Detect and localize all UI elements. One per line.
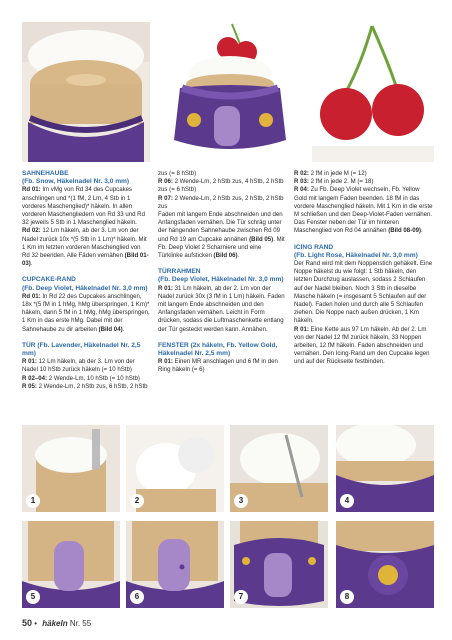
photo-cupcake-door <box>160 22 300 162</box>
step-photo-grid <box>22 425 434 610</box>
page-footer <box>22 618 91 628</box>
cupcake-side-illustration <box>22 22 150 162</box>
step-photo-8 <box>336 521 434 608</box>
icing-body: Der Rand wird mit dem Noppenstich gehäkelt. Eine Noppe häkelst du wie folgt: 1 Stb häkeln, den letzten Durchzug auslassen, sodass 2 Schlaufen auf der Nadel bleiben. Noch 3 Stb in dieselbe Masche häkeln (= insgesamt 5 Schlaufen auf der Nadel). Faden holen und durch alle 5 Schlaufen ziehen. Die Noppe nach außen drücken, 1 Km häkeln. <box>294 260 433 325</box>
fenster-round-04: R 04: Zu Fb. Deep Violet wechseln, Fb. Yellow Gold mit langem Faden beenden. 18 fM in das vordere Maschenglied häkeln. Mit 1 Km in die erste M schließen und den Deep-Violet-Faden vernähen. Das Fenster neben der Tür im hinteren Maschenglied von Rd 04 annähen (Bild 08-09). <box>294 186 433 235</box>
tuer-row-05-cont: zus (= 8 hStb) <box>158 170 197 177</box>
section-title-tuerrahmen: TÜRRAHMEN <box>158 268 201 276</box>
tuer-row-06: R 06: 2 Wende-Lm, 2 hStb zus, 4 hStb, 2 hStb zus (= 6 hStb) <box>158 178 284 194</box>
tuer-row-02-04: R 02–04: 2 Wende-Lm, 10 hStb (= 10 hStb) <box>22 374 140 382</box>
text-column-1 <box>22 170 150 391</box>
step-number: 3 <box>234 494 248 508</box>
tuerrahmen-row-01: R 01: 31 Lm häkeln, ab der 2. Lm von der Nadel zurück 30x (3 fM in 1 Lm) häkeln. Faden mit langem Ende abschneiden und den Anfangsfaden vernähen. Leicht in Form drücken, sodass die Luftmaschenkette entlang der Tür gesteckt werden kann. Annähen. <box>158 284 285 333</box>
step-photo-7 <box>230 521 328 608</box>
sahnehaube-round-02: Rd 02: 12 Lm häkeln, ab der 3. Lm von der Nadel zurück 10x *(5 Stb in 1 Lm)* häkeln. Mit 1 Km im letzten vorderen Maschenglied von Rd 32 beenden. Alle Fäden vernähen (Bild 01-03). <box>22 227 149 268</box>
footer-separator: • <box>32 619 40 628</box>
cherries-illustration <box>312 22 434 162</box>
section-sub-cupcake-rand: (Fb. Deep Violet, Häkelnadel Nr. 3,0 mm) <box>22 284 148 292</box>
text-column-2 <box>158 170 286 375</box>
step-photo-3 <box>230 425 328 512</box>
fenster-round-01: R 01: Einen MR anschlagen und 6 fM in den Ring häkeln (= 6) <box>158 358 278 374</box>
step-photo-5 <box>22 521 120 608</box>
step-number: 8 <box>340 590 354 604</box>
step-photo-1 <box>22 425 120 512</box>
photo-cherries <box>312 22 434 162</box>
section-sub-tuerrahmen: (Fb. Deep Violet, Häkelnadel Nr. 3,0 mm) <box>158 276 284 284</box>
section-title-sahnehaube: SAHNEHAUBE <box>22 170 69 177</box>
cupcake-round-01: Rd 01: In Rd 22 des Cupcakes anschlingen, 18x *(5 fM in 1 hMg, hMg überspringen, 1 Km)* häkeln, dann 5 fM in 1 hMg, hMg überspringen, 1 Km in das erste hMg. Dabei mit der Sahnehaube zu dir arbeiten (Bild 04). <box>22 292 150 333</box>
step-number: 5 <box>26 590 40 604</box>
step-photo-2 <box>126 425 224 512</box>
text-column-3 <box>294 170 434 367</box>
section-sub-icing: (Fb. Light Rose, Häkelnadel Nr. 3,0 mm) <box>294 251 418 259</box>
tuer-row-01: R 01: 12 Lm häkeln, ab der 3. Lm von der Nadel 10 hStb zurück häkeln (= 10 hStb) <box>22 358 135 374</box>
section-sub-sahnehaube: (Fb. Snow, Häkelnadel Nr. 3,0 mm) <box>22 178 130 186</box>
step-photo-4 <box>336 425 434 512</box>
icing-row-01: R 01: Eine Kette aus 97 Lm häkeln. Ab der 2. Lm von der Nadel 12 fM zurück häkeln, 33 Noppen arbeiten, 12 fM häkeln. Faden abschneiden und vernähen. Den Icing-Rand um den Cupcake legen und auf der Rückseite festbinden. <box>294 325 430 366</box>
step-photo-6 <box>126 521 224 608</box>
top-photos <box>22 22 434 162</box>
issue-number: Nr. 55 <box>69 619 92 628</box>
sahnehaube-round-01: Rd 01: Im vMg von Rd 34 des Cupcakes anschlingen und *(1 fM, 2 Lm, 4 Stb in 1 vorderes Maschenglied)* häkeln. In allen vorderen Maschengliedern von Rd 33 und Rd 32 jeweils 5 Stb in 1 Maschenglied häkeln. <box>22 186 145 227</box>
step-number: 7 <box>234 590 248 604</box>
tuer-row-07: R 07: 2 Wende-Lm, 2 hStb zus, 2 hStb, 2 hStb zus <box>158 194 284 210</box>
section-title-tuer: TÜR (Fb. Lavender, Häkelnadel Nr. 2,5 mm) <box>22 341 141 358</box>
fenster-round-02: R 02: 2 fM in jede M (= 12) <box>294 170 367 177</box>
step-number: 4 <box>340 494 354 508</box>
step-number: 1 <box>26 494 40 508</box>
magazine-name: häkeln <box>42 619 68 628</box>
photo-cupcake-side <box>22 22 150 162</box>
section-title-fenster: FENSTER (2x häkeln, Fb. Yellow Gold, Häkelnadel Nr. 2,5 mm) <box>158 341 278 358</box>
tuer-row-05: R 05: 2 Wende-Lm, 2 hStb zus, 6 hStb, 2 hStb <box>22 382 148 390</box>
fenster-round-03: R 03: 2 fM in jede 2. M (= 18) <box>294 178 374 186</box>
cupcake-door-illustration <box>160 22 300 162</box>
page-number: 50 <box>22 618 33 628</box>
step-number: 6 <box>130 590 144 604</box>
section-title-icing: ICING RAND <box>294 243 334 251</box>
tuer-body: Faden mit langem Ende abschneiden und den Anfangsfaden vernähen. Die Tür schräg unter der hängenden Sahnehaube zwischen Rd 09 und Rd 19 am Cupcake annähen (Bild 05). Mit Fb. Deep Violet 2 Scharniere und eine Türklinke aufsticken (Bild 06). <box>158 211 285 260</box>
section-title-cupcake-rand: CUPCAKE-RAND <box>22 276 76 284</box>
step-number: 2 <box>130 494 144 508</box>
